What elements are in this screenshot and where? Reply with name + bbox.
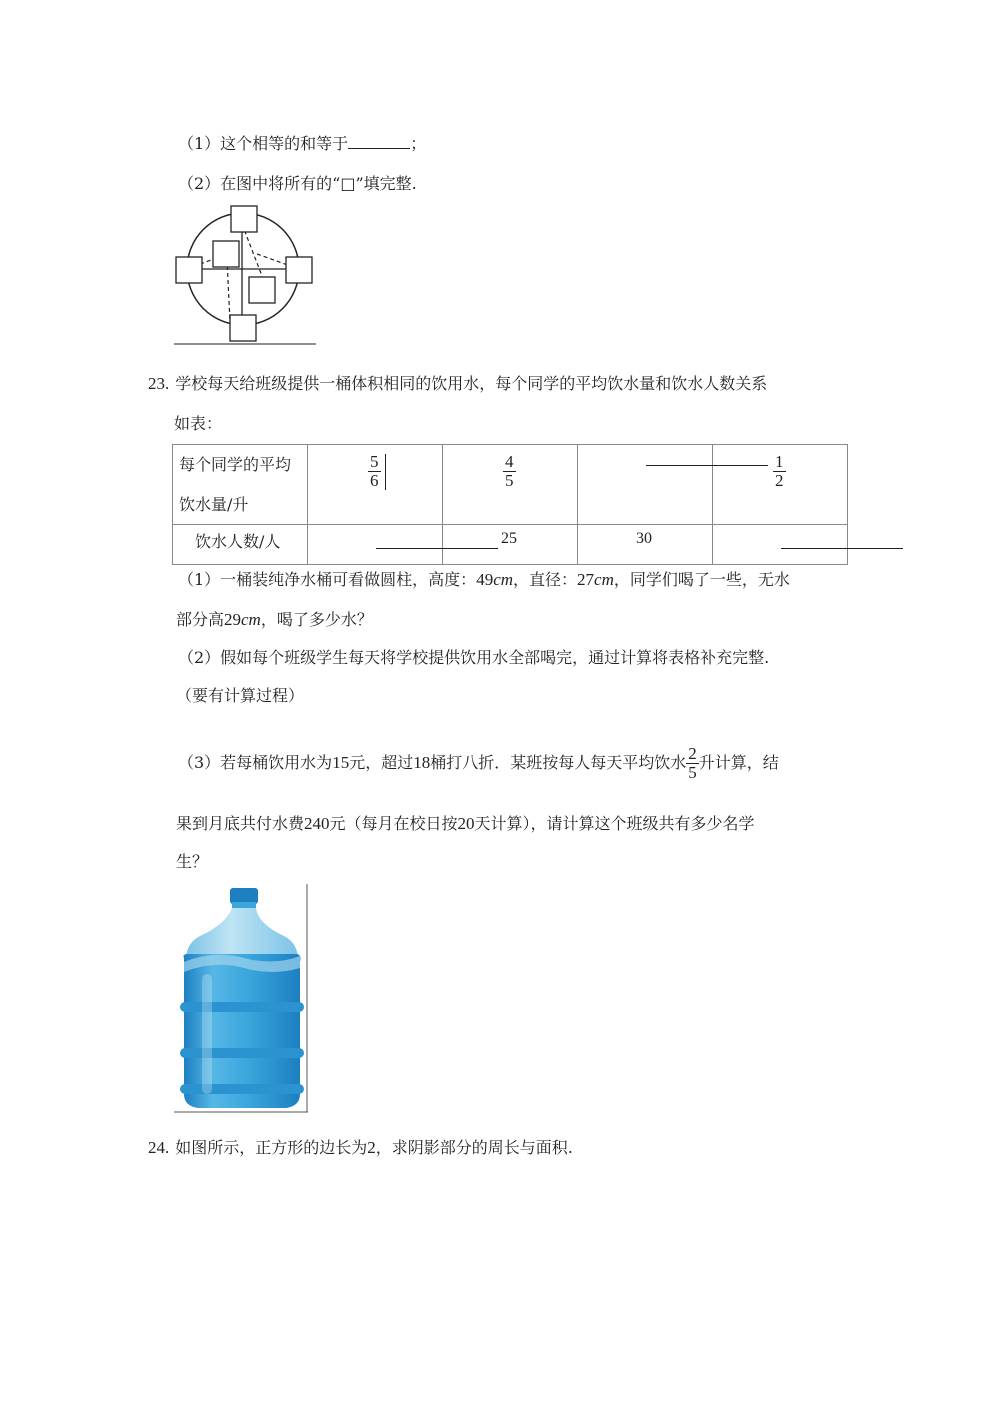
q23-stem-line1: 23. 学校每天给班级提供一桶体积相同的饮用水，每个同学的平均饮水量和饮水人数关系	[148, 374, 768, 393]
water-table	[172, 444, 848, 565]
answer-blank	[781, 548, 903, 549]
row2-cell-3: 30	[578, 525, 713, 565]
q23-sub1-line1: （1）一桶装纯净水桶可看做圆柱，高度：49cm，直径：27cm，同学们喝了一些，无水	[178, 570, 790, 589]
q23-sub1-line2: 部分高29cm，喝了多少水？	[176, 610, 373, 629]
row2-cell-4	[713, 525, 848, 565]
row2-cell-2: 25	[443, 525, 578, 565]
q23-sub3-line2: 果到月底共付水费240元（每月在校日按20天计算），请计算这个班级共有多少名学	[176, 814, 755, 833]
fraction: $\frac{5}{6}$	[370, 452, 379, 490]
q22-part1: （1）这个相等的和等于 ；	[178, 134, 427, 153]
q23-sub3-line3: 生？	[176, 852, 209, 871]
fraction: $\frac{4}{5}$	[505, 452, 514, 490]
row1-cell-3	[578, 445, 713, 525]
fraction: $\frac{1}{2}$	[775, 452, 784, 490]
circle-squares-figure	[172, 204, 318, 346]
row1-cell-2	[443, 445, 578, 525]
q23-sub2-line2: （要有计算过程）	[176, 686, 305, 705]
row2-header: 饮水人数/人	[173, 525, 308, 565]
cursor-mark	[385, 454, 386, 490]
fraction: $\frac{2}{5}$	[688, 744, 697, 782]
row2-cell-1	[308, 525, 443, 565]
q23-sub3-line1: （3）若每桶饮用水为15元，超过18桶打八折．某班按每人每天平均饮水 $\frac{2}{5}$ 升计算，结	[178, 744, 779, 782]
answer-blank	[348, 134, 410, 149]
water-bottle-image	[174, 884, 310, 1114]
q23-sub2-line1: （2）假如每个班级学生每天将学校提供饮用水全部喝完，通过计算将表格补充完整.	[178, 648, 770, 667]
q23-stem-line2: 如表：	[174, 414, 223, 433]
row1-cell-1	[308, 445, 443, 525]
row1-header: 每个同学的平均 饮水量/升	[173, 445, 308, 525]
q22-part2: （2）在图中将所有的“□”填完整.	[178, 174, 417, 193]
q24-stem: 24. 如图所示，正方形的边长为2，求阴影部分的周长与面积.	[148, 1138, 573, 1157]
row1-cell-4	[713, 445, 848, 525]
